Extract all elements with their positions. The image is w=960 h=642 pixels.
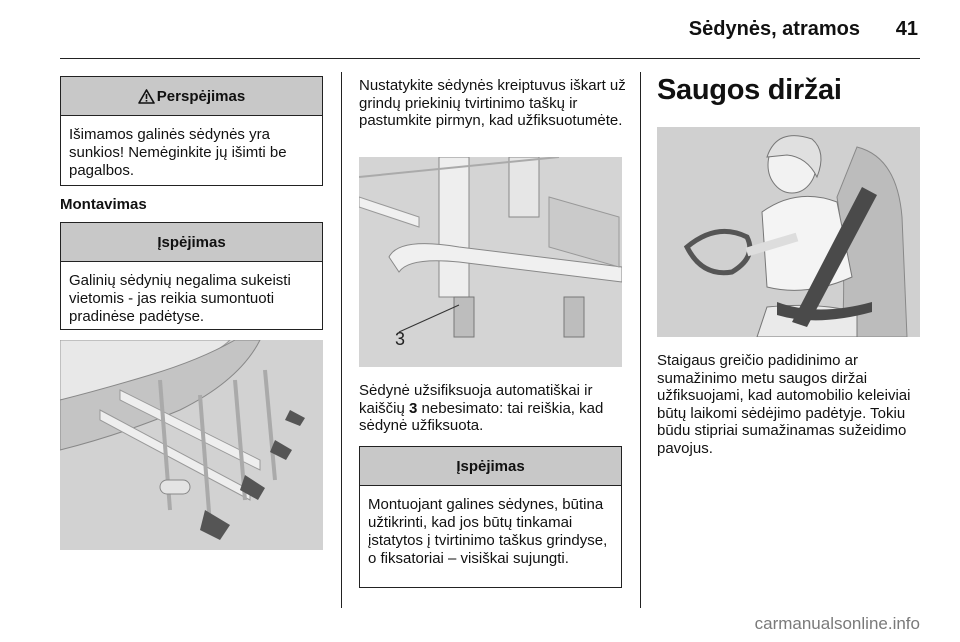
lock-text-start: Sėdynė užsifiksuoja automatiškai ir kaiščių <box>359 382 593 417</box>
figure-seat-rails <box>60 340 323 550</box>
caution-header-middle: Įspėjimas <box>360 447 621 486</box>
lock-text-end: nebesimato: tai reiškia, kad sėdynė užfiksuota. <box>359 399 604 434</box>
seat-rails-illustration <box>60 340 323 550</box>
seat-lock-illustration <box>359 157 622 367</box>
section-title: Saugos diržai <box>657 74 842 106</box>
lock-paragraph <box>359 382 627 435</box>
header-rule <box>60 58 920 59</box>
figure-seat-lock <box>359 157 622 367</box>
caution-box-middle <box>359 446 622 588</box>
warning-header <box>61 77 322 116</box>
caution-box-left <box>60 222 323 330</box>
seat-belt-illustration <box>657 127 920 337</box>
column-divider-left <box>341 72 342 608</box>
warning-box <box>60 76 323 186</box>
intro-paragraph: Nustatykite sėdynės kreiptuvus iškart už grindų priekinių tvirtinimo taškų ir pastumkite pirmyn, kad užfiksuotumėte. <box>359 77 626 129</box>
caution-header: Įspėjimas <box>61 223 322 262</box>
figure-callout-label: 3 <box>395 329 406 349</box>
warning-title: Perspėjimas <box>156 87 246 105</box>
caution-text: Galinių sėdynių negalima sukeisti vietomis - jas reikia sumontuoti pradinėse padėtyse. <box>69 272 291 325</box>
page-number: 41 <box>895 18 918 40</box>
warning-triangle-icon <box>138 89 155 104</box>
column-divider-right <box>640 72 641 608</box>
lock-text-bold-ref: 3 <box>409 399 418 417</box>
subheading-montavimas: Montavimas <box>60 196 147 213</box>
figure-seat-belt <box>657 127 920 337</box>
warning-text: Išimamos galinės sėdynės yra sunkios! Nemėginkite jų išimti be pagalbos. <box>69 126 287 179</box>
watermark: carmanualsonline.info <box>754 614 920 633</box>
seat-belt-paragraph: Staigaus greičio padidinimo ar sumažinimo metu saugos diržai užfiksuojami, kad automobilio keleiviai būtų laikomi sėdėjimo padėtyje. Tokiu būdu stipriai sumažinamas sužeidimo pavojus. <box>657 352 911 457</box>
caution-text-middle: Montuojant galines sėdynes, būtina užtikrinti, kad jos būtų tinkamai įstatytos į tvirtinimo taškus grindyse, o fiksatoriai – visiškai sujungti. <box>368 496 608 567</box>
running-header-title: Sėdynės, atramos <box>688 18 860 40</box>
